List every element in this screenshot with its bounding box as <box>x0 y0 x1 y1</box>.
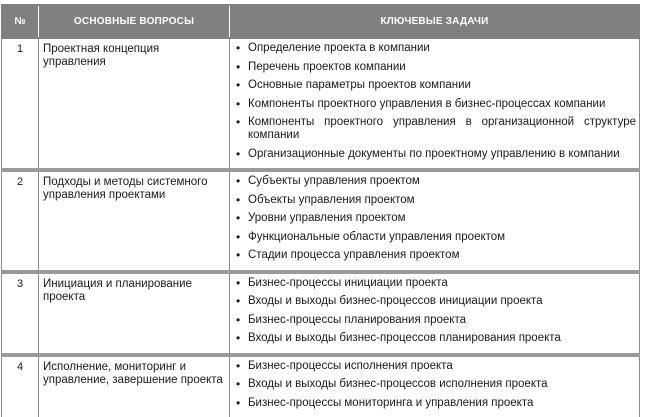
row-number: 2 <box>2 170 39 272</box>
row-question: Проектная концепция управления <box>39 38 230 170</box>
row-tasks <box>230 38 640 170</box>
row-number: 4 <box>2 355 39 417</box>
row-tasks <box>230 272 640 355</box>
table-row <box>2 355 640 417</box>
task-item: • Бизнес-процессы мониторинга и управления проекта <box>234 397 636 410</box>
table-row <box>2 38 640 170</box>
task-item: • Основные параметры проектов компании <box>234 79 636 92</box>
task-list <box>234 175 636 262</box>
task-item: • Бизнес-процессы инициации проекта <box>234 277 636 290</box>
task-list <box>234 277 636 346</box>
header-tasks: КЛЮЧЕВЫЕ ЗАДАЧИ <box>230 5 640 38</box>
task-list <box>234 42 636 161</box>
row-tasks <box>230 170 640 272</box>
topics-table-container <box>1 4 639 417</box>
task-item: • Входы и выходы бизнес-процессов исполнения проекта <box>234 378 636 391</box>
table-row <box>2 170 640 272</box>
row-tasks <box>230 355 640 417</box>
task-item: • Входы и выходы бизнес-процессов планирования проекта <box>234 332 636 345</box>
task-list <box>234 360 636 410</box>
row-question: Исполнение, мониторинг и управление, завершение проекта <box>39 355 230 417</box>
task-item: • Компоненты проектного управления в организационной структуре компании <box>234 116 636 142</box>
topics-table <box>1 4 640 417</box>
task-item: • Функциональные области управления проектом <box>234 231 636 244</box>
task-item: • Организационные документы по проектному управлению в компании <box>234 148 636 161</box>
task-item: • Входы и выходы бизнес-процессов инициации проекта <box>234 295 636 308</box>
row-number: 3 <box>2 272 39 355</box>
task-item: • Уровни управления проектом <box>234 212 636 225</box>
task-item: • Субъекты управления проектом <box>234 175 636 188</box>
task-item: • Стадии процесса управления проектом <box>234 249 636 262</box>
row-number: 1 <box>2 38 39 170</box>
task-item: • Перечень проектов компании <box>234 61 636 74</box>
table-header-row <box>2 5 640 38</box>
task-item: • Компоненты проектного управления в бизнес-процессах компании <box>234 98 636 111</box>
task-item: • Определение проекта в компании <box>234 42 636 55</box>
task-item: • Бизнес-процессы исполнения проекта <box>234 360 636 373</box>
task-item: • Объекты управления проектом <box>234 194 636 207</box>
table-row <box>2 272 640 355</box>
header-questions: ОСНОВНЫЕ ВОПРОСЫ <box>39 5 230 38</box>
row-question: Инициация и планирование проекта <box>39 272 230 355</box>
header-num: № <box>2 5 39 38</box>
task-item: • Бизнес-процессы планирования проекта <box>234 314 636 327</box>
table-body <box>2 38 640 417</box>
row-question: Подходы и методы системного управления проектами <box>39 170 230 272</box>
